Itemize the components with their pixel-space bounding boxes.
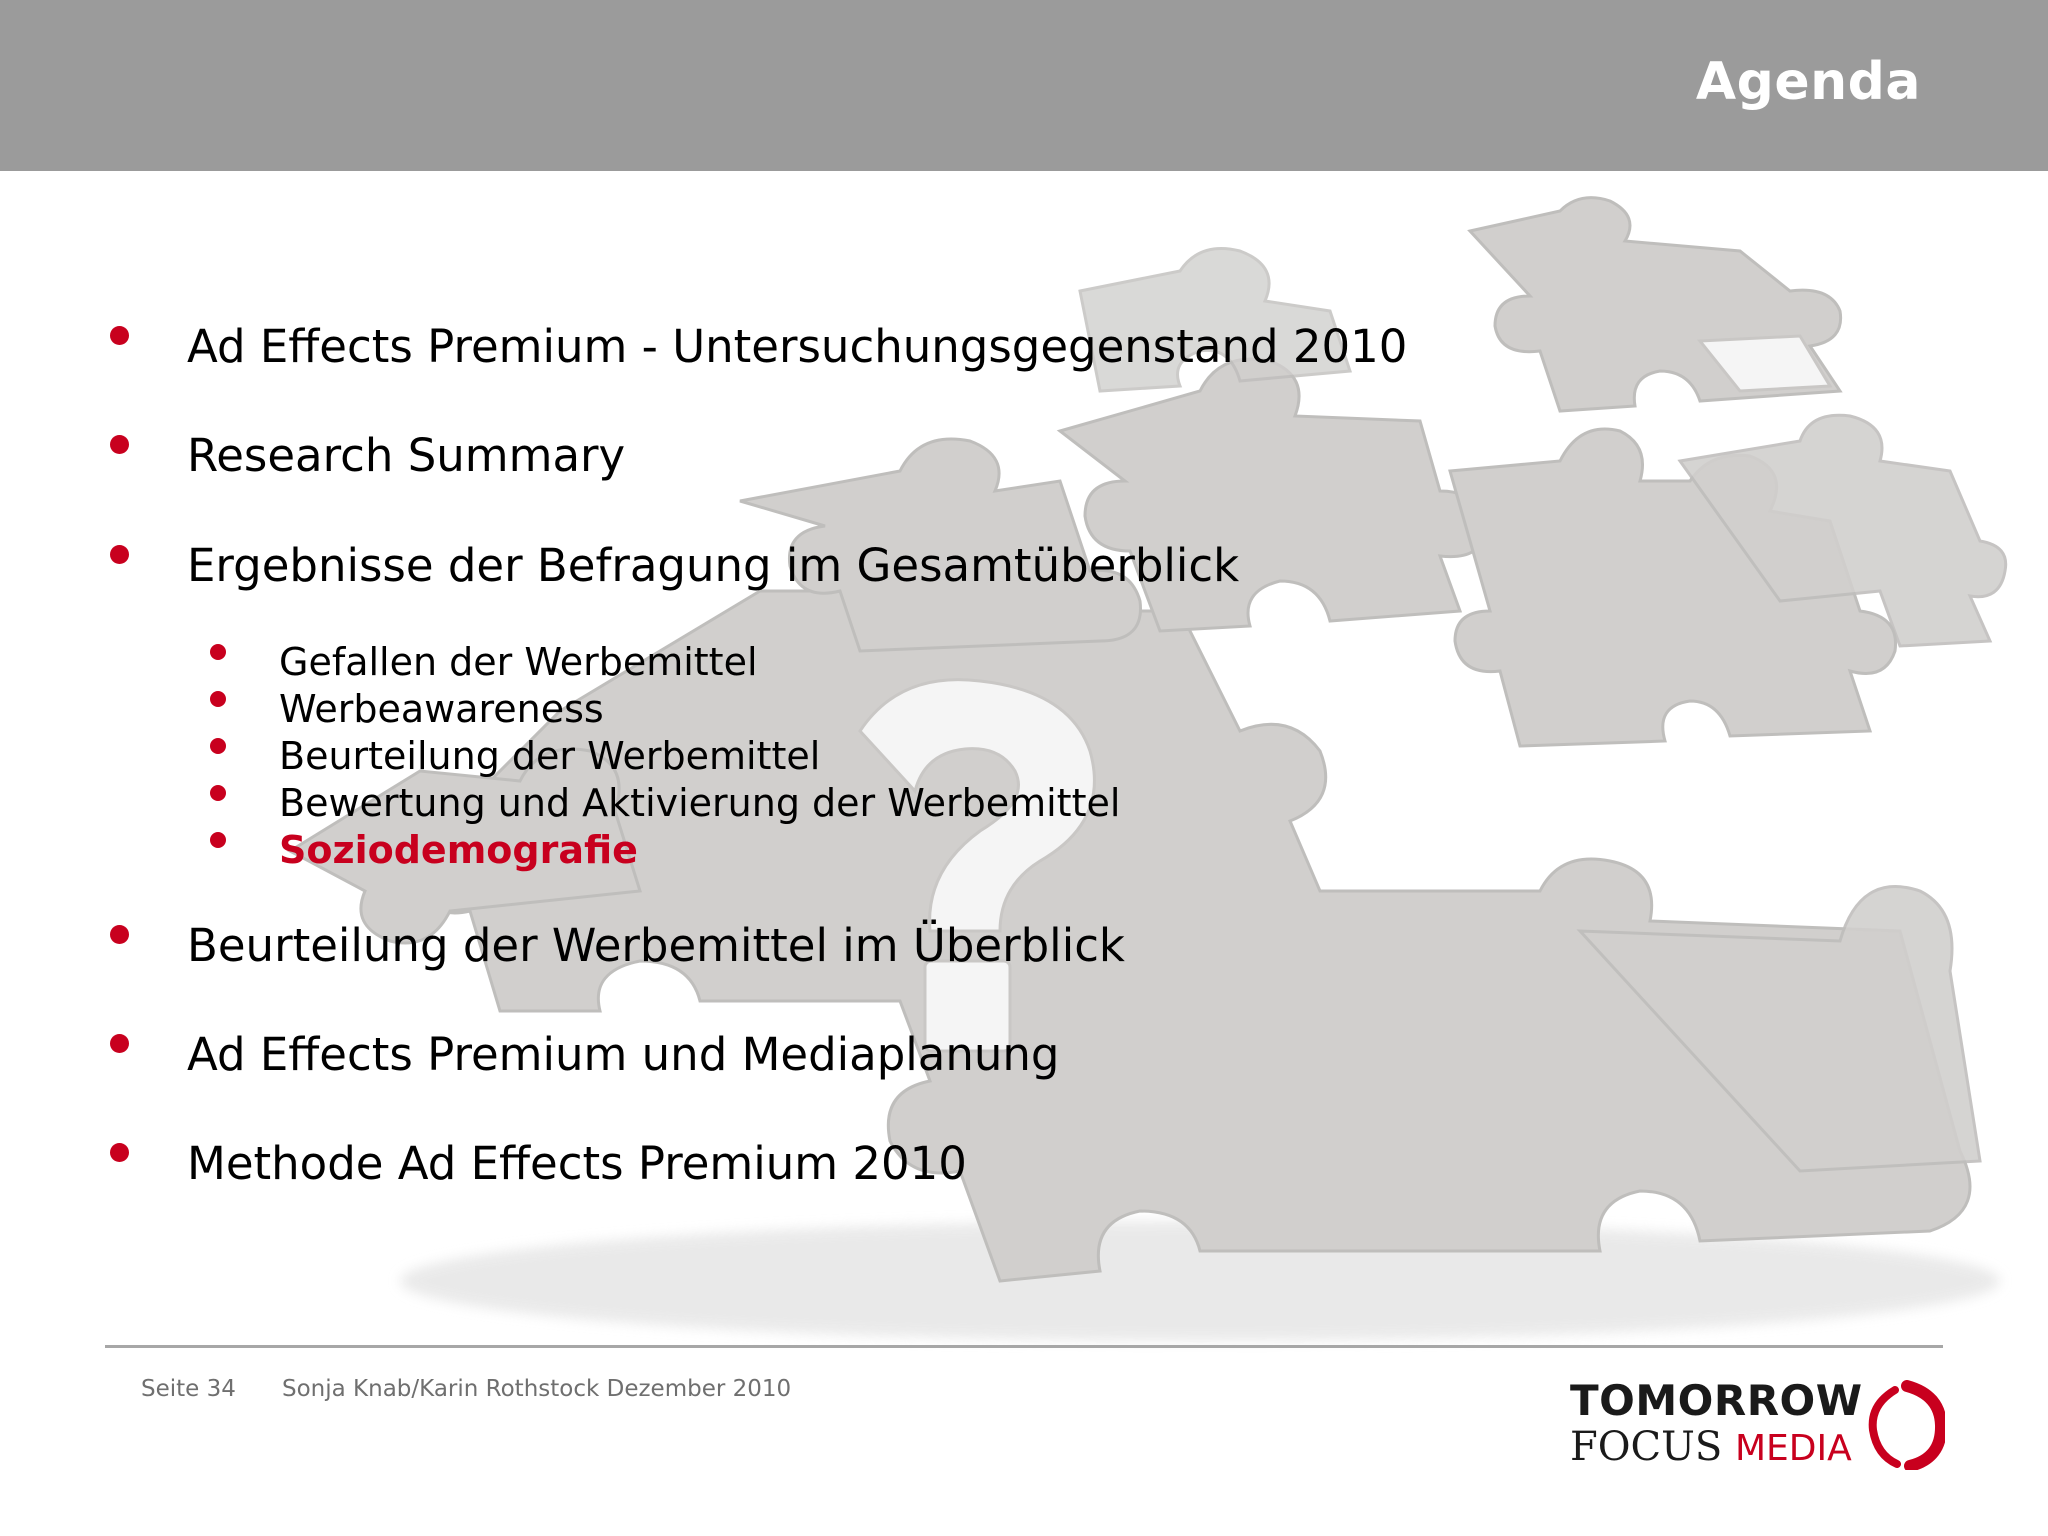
bullet-icon: [210, 738, 226, 754]
bullet-icon: [210, 644, 226, 660]
agenda-subitem-current: [210, 827, 638, 873]
agenda-item: [110, 1024, 1060, 1084]
footer-divider: [105, 1345, 1943, 1348]
agenda-subitem-label: Werbeawareness: [279, 687, 604, 731]
tomorrow-focus-media-logo: [1565, 1372, 1945, 1472]
agenda-subitem-label: Gefallen der Werbemittel: [279, 640, 758, 684]
bullet-icon: [110, 435, 129, 454]
logo-focus: FOCUS: [1570, 1424, 1723, 1470]
agenda-item: [110, 915, 1125, 975]
agenda-subitem-label: Bewertung und Aktivierung der Werbemittel: [279, 781, 1121, 825]
agenda-item: [110, 535, 1239, 595]
bullet-icon: [110, 925, 129, 944]
agenda-item-label: Beurteilung der Werbemittel im Überblick: [187, 918, 1125, 972]
bullet-icon: [210, 691, 226, 707]
page-number: Seite 34: [141, 1376, 236, 1402]
bullet-icon: [110, 1034, 129, 1053]
agenda-item-label: Research Summary: [187, 428, 626, 482]
slide-title: Agenda: [1695, 52, 1921, 112]
agenda-item-label: Ad Effects Premium und Mediaplanung: [187, 1027, 1060, 1081]
agenda-subitem-label: Beurteilung der Werbemittel: [279, 734, 821, 778]
agenda-item-label: Ad Effects Premium - Untersuchungsgegenstand 2010: [187, 319, 1408, 373]
agenda-subitem: [210, 686, 604, 732]
bullet-icon: [110, 326, 129, 345]
bullet-icon: [210, 832, 226, 848]
bullet-icon: [210, 785, 226, 801]
logo-line1: TOMORROW: [1570, 1376, 1863, 1425]
footer-authors: Sonja Knab/Karin Rothstock Dezember 2010: [282, 1376, 792, 1402]
bullet-icon: [110, 1143, 129, 1162]
logo-media: MEDIA: [1734, 1428, 1852, 1469]
logo-ring-icon: [1865, 1380, 1945, 1470]
agenda-item: [110, 1133, 967, 1193]
agenda-subitem-label: Soziodemografie: [279, 828, 638, 872]
agenda-item-label: Ergebnisse der Befragung im Gesamtüberblick: [187, 538, 1240, 592]
logo-line2: [1570, 1424, 1852, 1470]
agenda-item: [110, 425, 625, 485]
agenda-item: [110, 316, 1407, 376]
agenda-item-label: Methode Ad Effects Premium 2010: [187, 1136, 967, 1190]
bullet-icon: [110, 545, 129, 564]
agenda-subitem: [210, 639, 758, 685]
agenda-subitem: [210, 733, 820, 779]
agenda-subitem: [210, 780, 1120, 826]
